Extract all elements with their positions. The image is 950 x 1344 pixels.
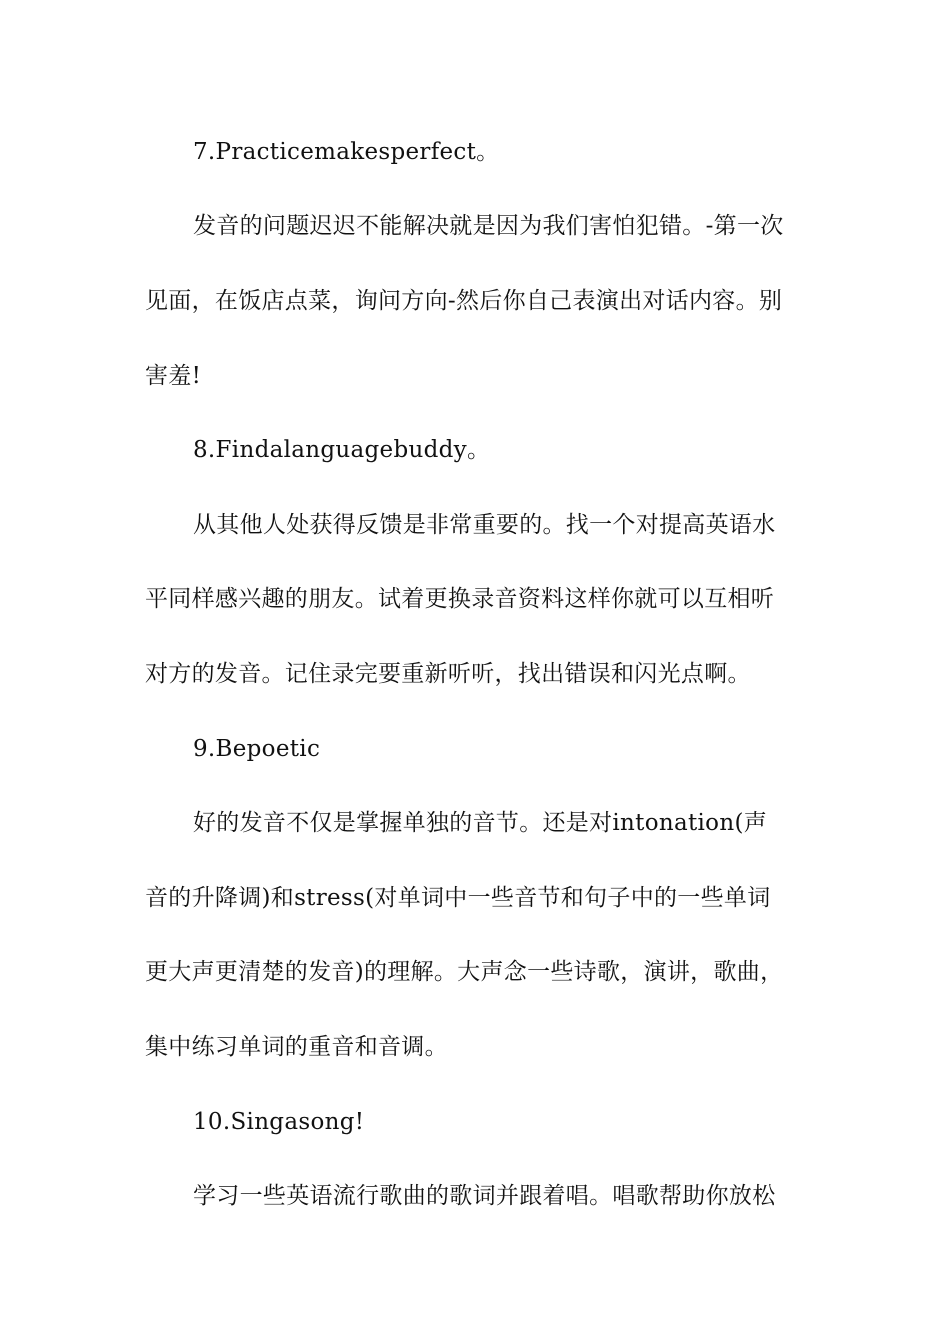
tip-7-paragraph-line-2: 见面，在饭店点菜，询问方向-然后你自己表演出对话内容。别: [145, 288, 783, 314]
tip-8-paragraph-line-1: 从其他人处获得反馈是非常重要的。找一个对提高英语水: [193, 512, 776, 538]
tip-9-paragraph-line-1: 好的发音不仅是掌握单独的音节。还是对intonation(声: [193, 810, 768, 836]
tip-8-paragraph-line-2: 平同样感兴趣的朋友。试着更换录音资料这样你就可以互相听: [145, 586, 775, 612]
tip-9-heading: 9.Bepoetic: [193, 736, 321, 762]
tip-7-heading: 7.Practicemakesperfect。: [193, 139, 500, 165]
tip-9-paragraph-line-2: 音的升降调)和stress(对单词中一些音节和句子中的一些单词: [145, 885, 771, 911]
tip-10-heading: 10.Singasong!: [193, 1109, 365, 1135]
tip-9-paragraph-line-3: 更大声更清楚的发音)的理解。大声念一些诗歌，演讲，歌曲，: [145, 959, 784, 985]
tip-7-paragraph-line-1: 发音的问题迟迟不能解决就是因为我们害怕犯错。-第一次: [193, 213, 784, 239]
tip-8-paragraph-line-3: 对方的发音。记住录完要重新听听，找出错误和闪光点啊。: [145, 661, 751, 687]
tip-7-paragraph-line-3: 害羞!: [145, 363, 202, 389]
tip-9-paragraph-line-4: 集中练习单词的重音和音调。: [145, 1034, 448, 1060]
tip-8-heading: 8.Findalanguagebuddy。: [193, 437, 491, 463]
tip-10-paragraph-line-1: 学习一些英语流行歌曲的歌词并跟着唱。唱歌帮助你放松: [193, 1183, 776, 1209]
